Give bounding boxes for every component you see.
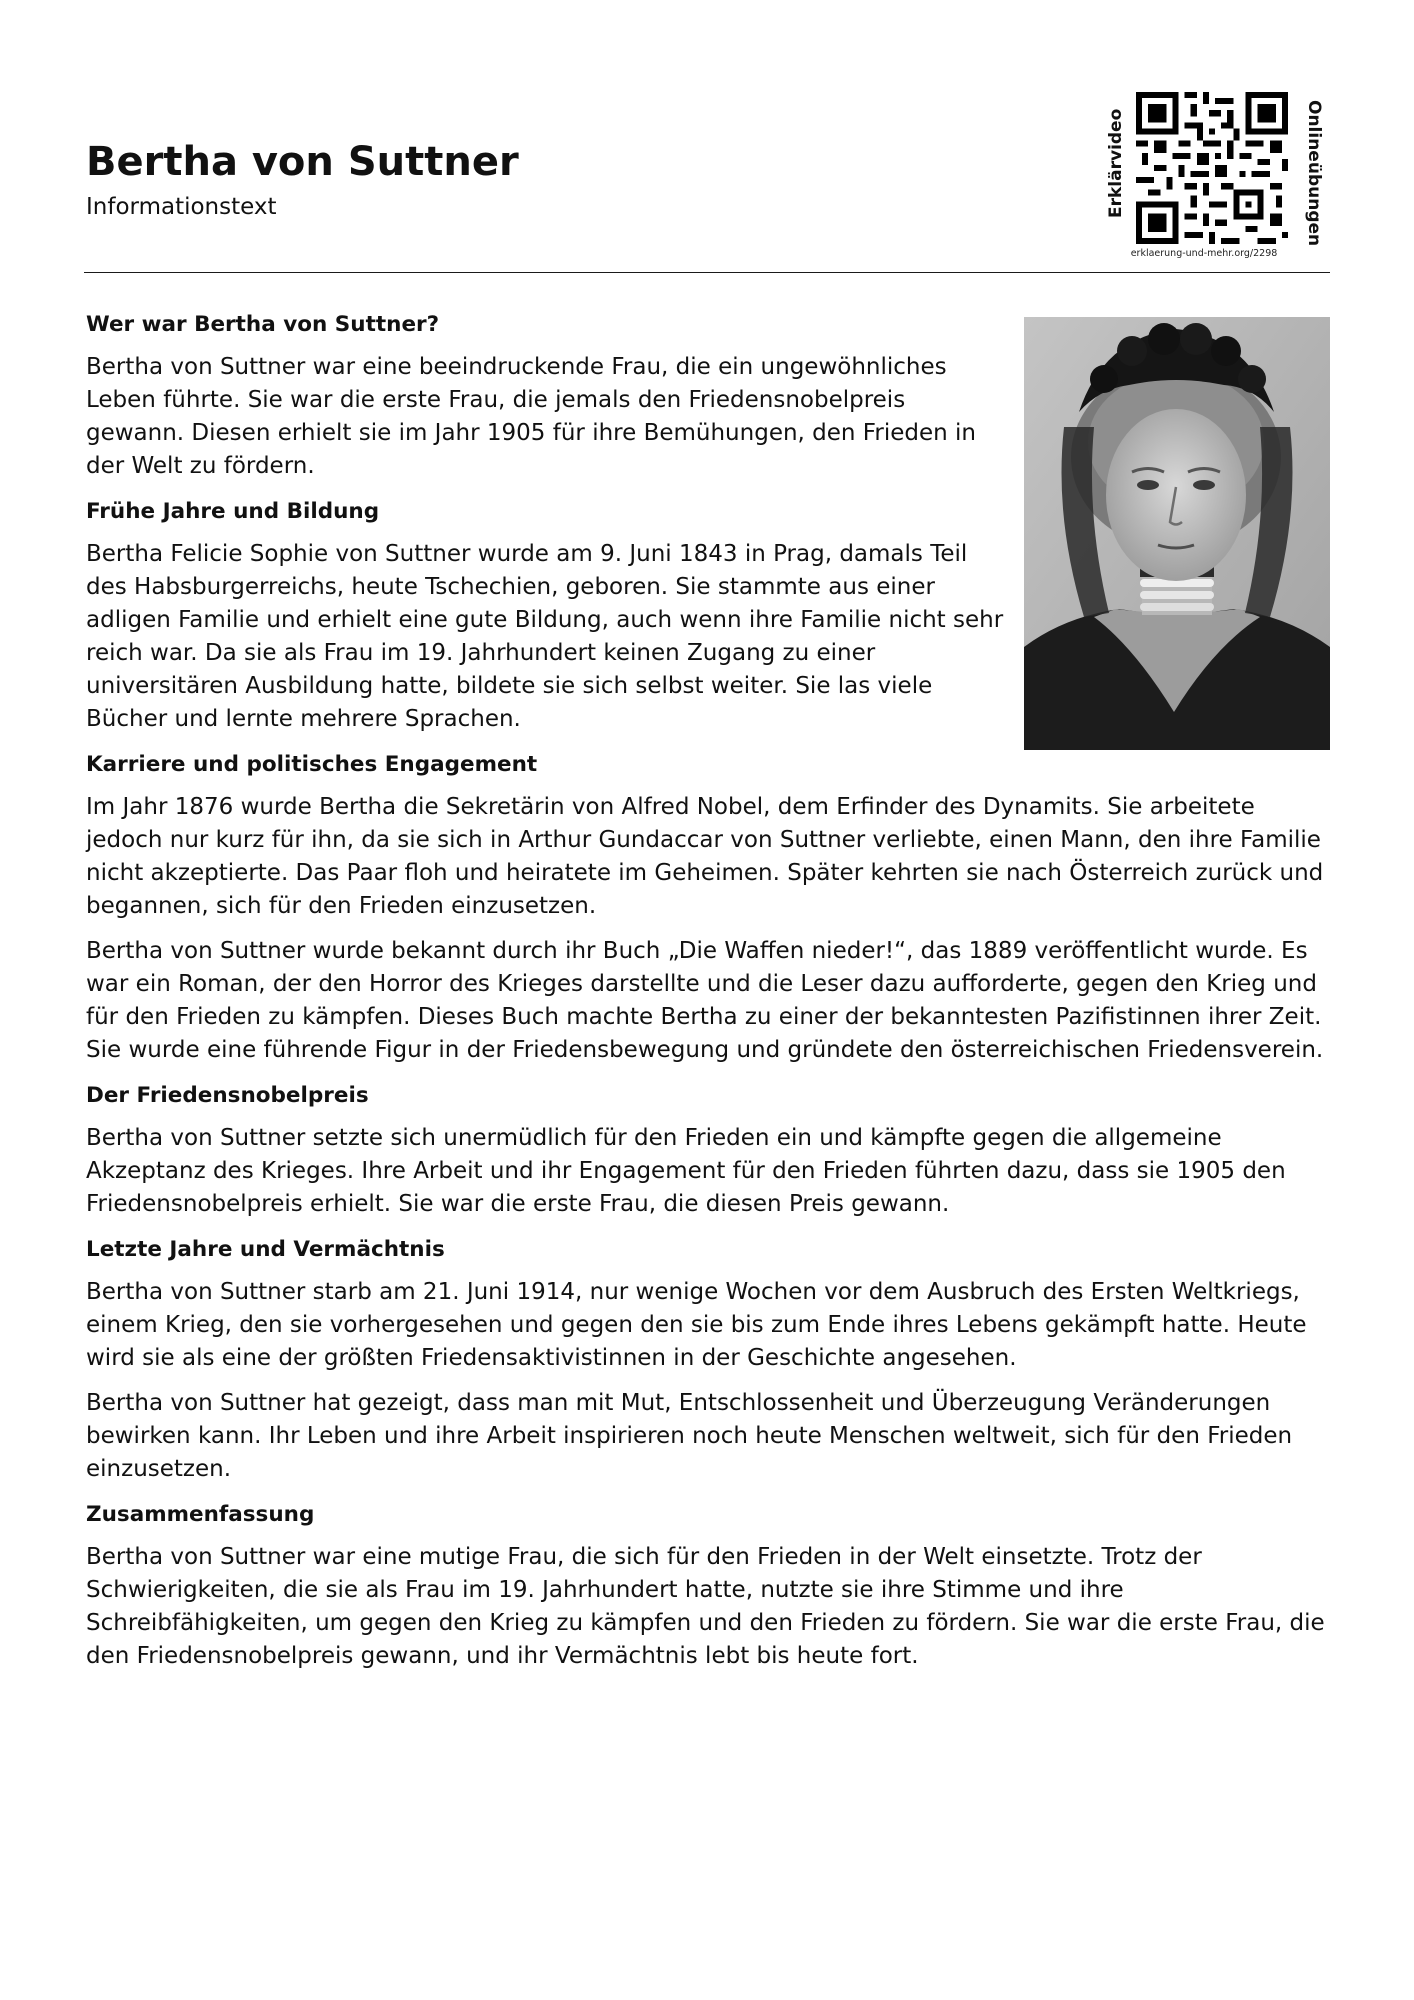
header-divider <box>84 272 1330 273</box>
section-paragraph: Bertha von Suttner starb am 21. Juni 1914, nur wenige Wochen vor dem Ausbruch des Ersten Weltkriegs, einem Krieg, den sie vorhergesehen und gegen den sie bis zum Ende ihres Lebens gekämpft hatte. Heute wird sie als eine der größten Friedensaktivistinnen in der Geschichte angesehen. <box>86 1279 1307 1371</box>
qr-label-onlineuebungen: Onlineübungen <box>1304 99 1324 247</box>
main-content <box>86 308 1334 1673</box>
section-heading: Letzte Jahre und Vermächtnis <box>86 1237 445 1262</box>
section-heading: Wer war Bertha von Suttner? <box>86 312 440 337</box>
section-heading: Frühe Jahre und Bildung <box>86 499 380 524</box>
page-title: Bertha von Suttner <box>86 139 519 185</box>
section-paragraph: Bertha von Suttner hat gezeigt, dass man mit Mut, Entschlossenheit und Überzeugung Veränderungen bewirken kann. Ihr Leben und ihre Arbeit inspirieren noch heute Menschen weltweit, sich für den Frieden einzusetzen. <box>86 1390 1293 1482</box>
section-paragraph: Bertha von Suttner war eine mutige Frau, die sich für den Frieden in der Welt einsetzte. Trotz der Schwierigkeiten, die sie als Frau im 19. Jahrhundert hatte, nutzte sie ihre Stimme und ihre Schreibfähigkeiten, um gegen den Krieg zu kämpfen und den Frieden zu fördern. Sie war die erste Frau, die den Friedensnobelpreis gewann, und ihr Vermächtnis lebt bis heute fort. <box>86 1544 1325 1669</box>
qr-code-icon[interactable] <box>1136 92 1288 244</box>
section-heading: Karriere und politisches Engagement <box>86 752 538 777</box>
section-paragraph: Bertha von Suttner setzte sich unermüdlich für den Frieden ein und kämpfte gegen die allgemeine Akzeptanz des Krieges. Ihre Arbeit und ihr Engagement für den Frieden führten dazu, dass sie 1905 den Friedensnobelpreis erhielt. Sie war die erste Frau, die diesen Preis gewann. <box>86 1125 1286 1217</box>
section-heading: Der Friedensnobelpreis <box>86 1083 369 1108</box>
section-paragraph: Im Jahr 1876 wurde Bertha die Sekretärin von Alfred Nobel, dem Erfinder des Dynamits. Sie arbeitete jedoch nur kurz für ihn, da sie sich in Arthur Gundaccar von Suttner verliebte, einen Mann, den ihre Familie nicht akzeptierte. Das Paar floh und heiratete im Geheimen. Später kehrten sie nach Österreich zurück und begannen, sich für den Frieden einzusetzen. <box>86 794 1324 919</box>
section-paragraph: Bertha von Suttner wurde bekannt durch ihr Buch „Die Waffen nieder!“, das 1889 veröffentlicht wurde. Es war ein Roman, der den Horror des Krieges darstellte und die Leser dazu aufforderte, gegen den Krieg und für den Frieden zu kämpfen. Dieses Buch machte Bertha zu einer der bekanntesten Pazifistinnen ihrer Zeit. Sie wurde eine führende Figur in der Friedensbewegung und gründete den österreichischen Friedensverein. <box>86 938 1324 1063</box>
qr-url[interactable]: erklaerung-und-mehr.org/2298 <box>1130 248 1278 259</box>
page-subtitle: Informationstext <box>86 194 277 220</box>
section-heading: Zusammenfassung <box>86 1502 315 1527</box>
qr-label-erklaervideo: Erklärvideo <box>1106 108 1126 218</box>
section-paragraph: Bertha Felicie Sophie von Suttner wurde am 9. Juni 1843 in Prag, damals Teil des Habsburgerreichs, heute Tschechien, geboren. Sie stammte aus einer adligen Familie und erhielt eine gute Bildung, auch wenn ihre Familie nicht sehr reich war. Da sie als Frau im 19. Jahrhundert keinen Zugang zu einer universitären Ausbildung hatte, bildete sie sich selbst weiter. Sie las viele Bücher und lernte mehrere Sprachen. <box>86 541 1004 732</box>
section-paragraph: Bertha von Suttner war eine beeindruckende Frau, die ein ungewöhnliches Leben führte. Sie war die erste Frau, die jemals den Friedensnobelpreis gewann. Diesen erhielt sie im Jahr 1905 für ihre Bemühungen, den Frieden in der Welt zu fördern. <box>86 354 976 479</box>
